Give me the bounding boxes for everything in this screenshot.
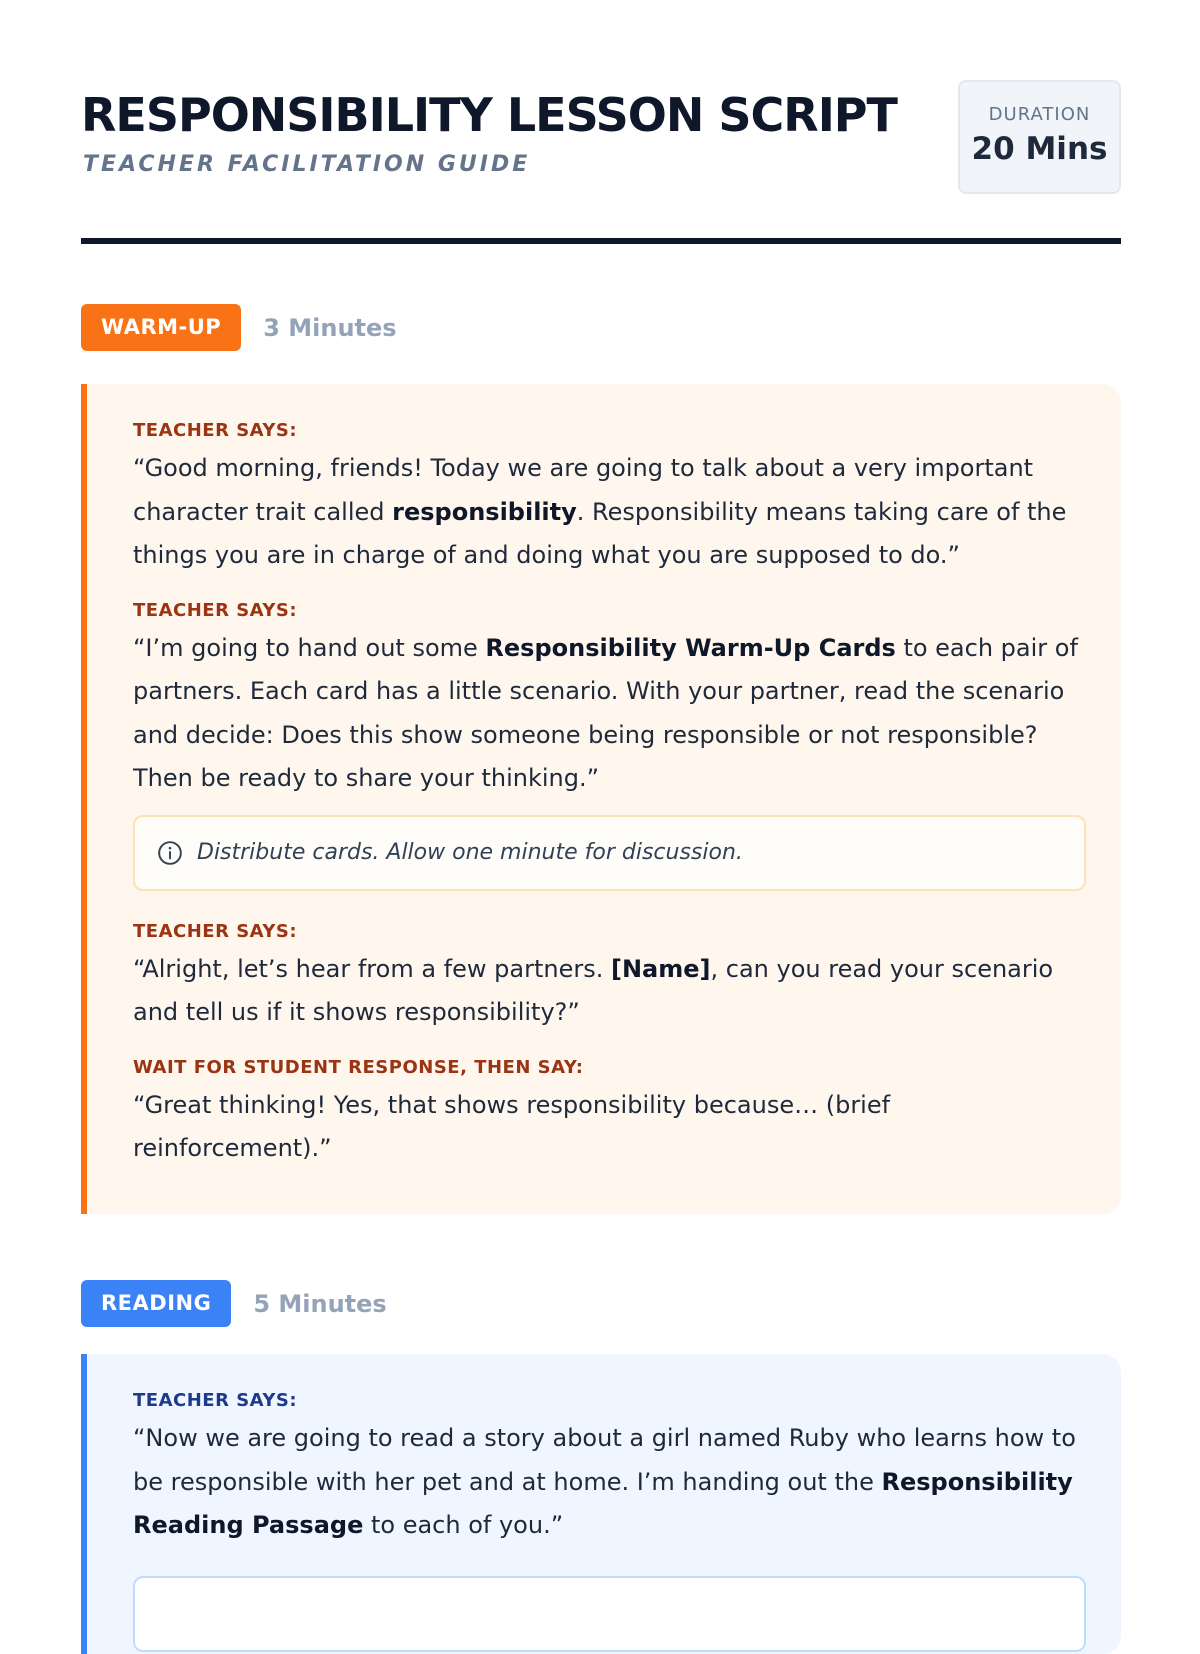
speech-text: “Alright, let’s hear from a few partners. xyxy=(133,954,611,983)
wait-instruction-label: WAIT FOR STUDENT RESPONSE, THEN SAY: xyxy=(133,1056,584,1078)
reading-note-box xyxy=(133,1576,1086,1652)
duration-box xyxy=(958,80,1121,194)
reading-badge: READING xyxy=(81,1280,231,1327)
teacher-speech: “Great thinking! Yes, that shows responsibility because… (brief reinforcement).” xyxy=(133,1090,891,1162)
duration-value: 20 Mins xyxy=(971,131,1108,167)
speech-emphasis: responsibility xyxy=(392,497,577,526)
note-text: Distribute cards. Allow one minute for discussion. xyxy=(197,840,743,865)
speech-text: “Now we are going to read a story about a girl named Ruby who learns how to be responsible with her pet and at home. I’m handing out the xyxy=(133,1424,1076,1496)
warmup-card xyxy=(81,384,1121,1214)
speech-emphasis: Responsibility Warm-Up Cards xyxy=(485,633,896,662)
speech-text: to each pair of partners. Each card has a little scenario. With your partner, read the scenario and decide: Does this show someone being responsible or not responsible? Then be ready to share your thinking.” xyxy=(133,633,1078,792)
warmup-badge: WARM-UP xyxy=(81,304,241,351)
duration-label: DURATION xyxy=(988,104,1091,125)
speech-emphasis: [Name] xyxy=(610,954,711,983)
teacher-says-label: TEACHER SAYS: xyxy=(133,599,298,621)
teacher-speech xyxy=(133,1417,1081,1548)
header-divider xyxy=(81,238,1121,244)
info-circle-icon xyxy=(157,840,183,866)
page-header xyxy=(81,80,1121,200)
teacher-says-label: TEACHER SAYS: xyxy=(133,420,298,441)
reading-minutes: 5 Minutes xyxy=(253,1289,387,1318)
teacher-speech xyxy=(133,948,1081,1035)
teacher-says-label: TEACHER SAYS: xyxy=(133,920,298,942)
teacher-speech xyxy=(133,627,1081,801)
speech-emphasis: Responsibility Reading Passage xyxy=(133,1467,1073,1539)
page-title: RESPONSIBILITY LESSON SCRIPT xyxy=(81,88,897,142)
teacher-speech xyxy=(133,447,1081,578)
speech-text: “Good morning, friends! Today we are going to talk about a very important character trait called xyxy=(133,454,1034,526)
reading-card xyxy=(81,1354,1121,1654)
teacher-says-label: TEACHER SAYS: xyxy=(133,1390,298,1411)
speech-text: . Responsibility means taking care of the things you are in charge of and doing what you are supposed to do.” xyxy=(133,497,1067,569)
page-subtitle: TEACHER FACILITATION GUIDE xyxy=(83,152,531,177)
speech-text: , can you read your scenario and tell us if it shows responsibility?” xyxy=(133,954,1054,1026)
reading-section-header xyxy=(81,1280,387,1327)
teacher-note xyxy=(133,815,1086,891)
warmup-section-header xyxy=(81,304,397,351)
speech-text: “I’m going to hand out some xyxy=(133,633,486,662)
speech-text: to each of you.” xyxy=(363,1511,564,1539)
warmup-minutes: 3 Minutes xyxy=(263,313,397,342)
